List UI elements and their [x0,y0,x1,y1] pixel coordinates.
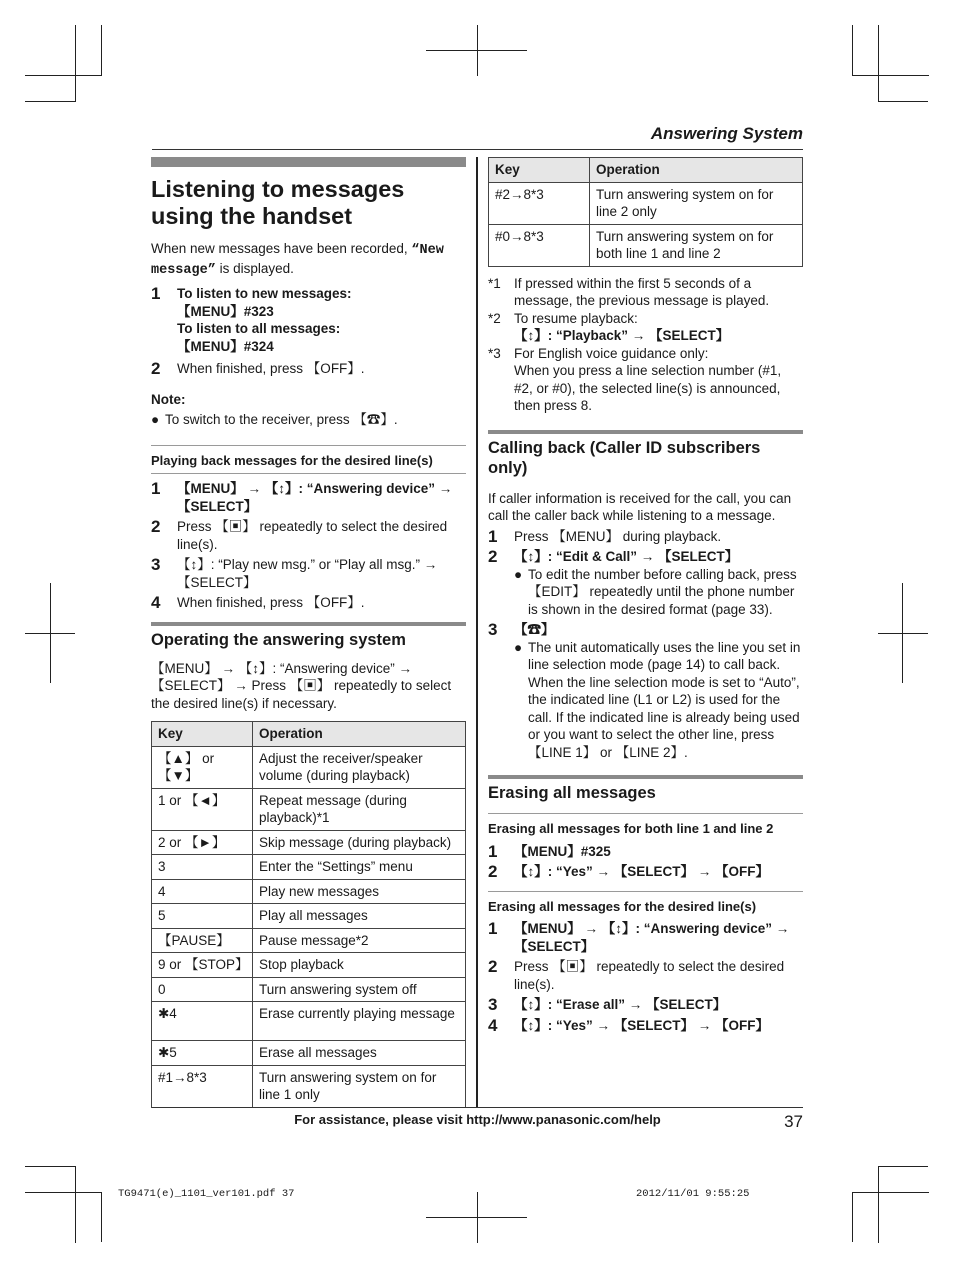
step-1: 1 【MENU】 → 【↕】: “Answering device” → 【SELECT】 [151,479,453,514]
right-column [488,157,803,1034]
callback-intro: If caller information is received for the call, you can call the caller back while listening to a message. [488,490,792,523]
registration-mark [878,633,928,634]
step-1: 1 To listen to new messages: 【MENU】#323 To listen to all messages: 【MENU】#324 [151,284,352,354]
crop-mark [852,1192,929,1193]
crop-mark [878,25,879,102]
section-bar [151,622,466,626]
divider [151,473,466,474]
table-row: ✱5 Erase all messages [152,1041,466,1066]
left-column [151,157,466,1108]
step-4: 4 When finished, press 【OFF】. [151,593,365,612]
footer-rule [152,1107,803,1108]
footnotes [488,275,803,415]
subsection-title: Erasing all messages for both line 1 and line 2 [488,821,774,836]
table-row: #0→8*3 Turn answering system on for both line 1 and line 2 [489,224,803,266]
footnote: *3 For English voice guidance only: When you press a line selection number (#1, #2, or #0), the selected line(s) is announced, then press 8. [488,345,782,413]
table-header: Key [152,722,253,747]
table-row: 4 Play new messages [152,879,466,904]
step-1: 1 【MENU】#325 [488,841,611,861]
step-4: 4 【↕】: “Yes” → 【SELECT】 → 【OFF】 [488,1015,770,1035]
crop-mark [75,25,76,102]
note-label: Note: [151,391,186,407]
table-row: 0 Turn answering system off [152,977,466,1002]
table-row: 【PAUSE】 Pause message*2 [152,928,466,953]
operation-table [151,721,466,1108]
title-bar [151,157,466,167]
registration-mark [50,583,51,683]
table-row: 9 or 【STOP】 Stop playback [152,953,466,978]
table-header: Operation [253,722,466,747]
section-bar [488,430,803,434]
page-title: Listening to messages using the handset [151,176,405,229]
subsection-title: Playing back messages for the desired line(s) [151,452,433,468]
step-3: 3 【☎】 ● The unit automatically uses the line you set in line selection mode (page 14) to call back. When the line selection mode is set to “Auto”, the indicated line (L1 or L2) is used for the call. If the indicated line is already being used or you want to select the other line, press 【LINE 1】 or 【LINE 2】. [488,620,801,760]
registration-mark [477,1192,478,1243]
column-divider [476,157,478,1107]
step-1: 1 【MENU】 → 【↕】: “Answering device” → 【SELECT】 [488,919,790,954]
intro-text: When new messages have been recorded, “New message” is displayed. [151,241,444,278]
registration-mark [477,25,478,76]
section-title: Calling back (Caller ID subscribers only) [488,438,761,477]
step-3: 3 【↕】: “Erase all” → 【SELECT】 [488,995,727,1014]
section-header: Answering System [650,124,803,143]
divider [488,813,803,814]
step-3: 3 【↕】: “Play new msg.” or “Play all msg.” → 【SELECT】 [151,555,438,590]
crop-mark [101,25,102,75]
step-2: 2 Press 【▣】 repeatedly to select the desired line(s). [151,517,448,552]
operation-table-continued [488,157,803,267]
file-info: TG9471(e)_1101_ver101.pdf 37 [118,1188,295,1200]
footnote: *1 If pressed within the first 5 seconds of a message, the previous message is played. [488,275,770,308]
step-2: 2 【↕】: “Edit & Call” → 【SELECT】 ● To edit the number before calling back, press 【EDIT】 repeatedly until the phone number is shown in the desired format (page 33). [488,547,797,617]
table-header: Operation [590,158,803,183]
table-row: 2 or 【►】 Skip message (during playback) [152,830,466,855]
crop-mark [25,101,75,102]
assistance-footer: For assistance, please visit http://www.panasonic.com/help [294,1112,661,1127]
divider [488,891,803,892]
note-item: ● To switch to the receiver, press 【☎】. [151,412,398,427]
table-header: Key [489,158,590,183]
crop-mark [878,101,928,102]
section-bar [488,775,803,779]
table-row: 3 Enter the “Settings” menu [152,855,466,880]
page-number: 37 [784,1112,803,1131]
step-2: 2 Press 【▣】 repeatedly to select the desired line(s). [488,957,785,992]
operation-intro: 【MENU】 → 【↕】: “Answering device” → 【SELECT】 → Press 【▣】 repeatedly to select the desired line(s) if necessary. [151,660,452,711]
table-row: ✱4 Erase currently playing message [152,1002,466,1041]
crop-mark [878,1166,879,1243]
step-1: 1 Press 【MENU】 during playback. [488,526,722,546]
table-row: 5 Play all messages [152,904,466,929]
crop-mark [101,1192,102,1242]
step-2: 2 【↕】: “Yes” → 【SELECT】 → 【OFF】 [488,862,770,881]
print-date: 2012/11/01 9:55:25 [636,1188,750,1200]
crop-mark [852,75,929,76]
crop-mark [878,1166,928,1167]
step-2: 2 When finished, press 【OFF】. [151,359,365,378]
header-rule [152,149,803,150]
table-row: 1 or 【◄】 Repeat message (during playback)*1 [152,788,466,830]
crop-mark [75,1166,76,1243]
section-title: Operating the answering system [151,630,406,649]
crop-mark [25,1192,102,1193]
section-title: Erasing all messages [488,784,656,802]
divider [151,445,466,446]
subsection-title: Erasing all messages for the desired line(s) [488,898,757,914]
crop-mark [25,1166,75,1167]
crop-mark [852,1192,853,1242]
table-row: #2→8*3 Turn answering system on for line 2 only [489,182,803,224]
crop-mark [25,75,102,76]
footnote: *2 To resume playback: 【↕】: “Playback” → 【SELECT】 [488,310,730,343]
table-row: #1→8*3 Turn answering system on for line 1 only [152,1065,466,1107]
crop-mark [852,25,853,75]
registration-mark [902,583,903,683]
table-row: 【▲】 or 【▼】 Adjust the receiver/speaker volume (during playback) [152,746,466,788]
